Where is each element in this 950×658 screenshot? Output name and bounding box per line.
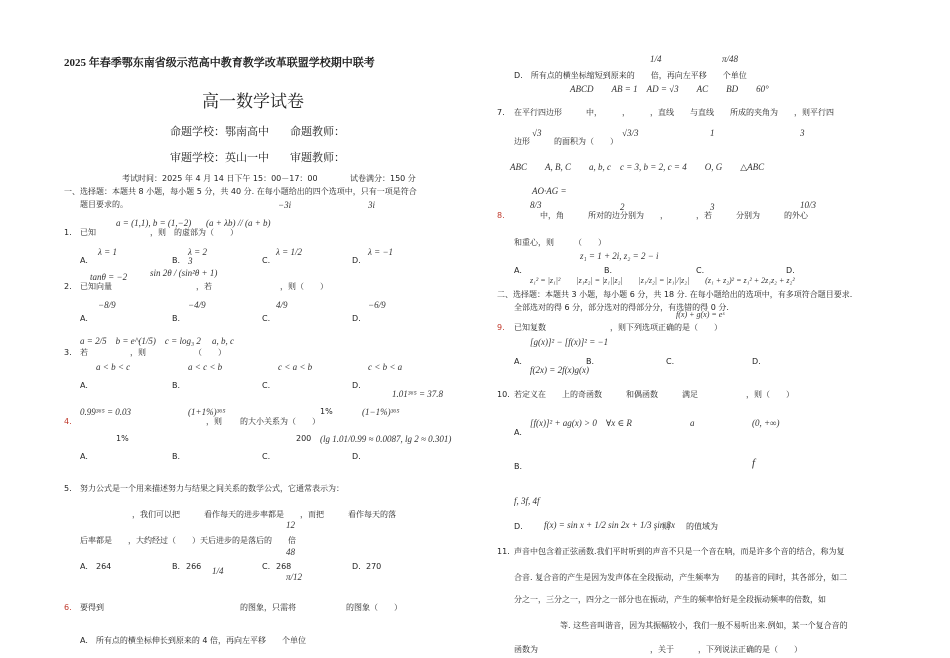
q11-line2: 合音. 复合音的产生是因为发声体在全段振动，产生频率为 的基音的同时，其各部分，如二 <box>514 573 848 582</box>
q3-opt-c: c < a < b <box>278 362 313 372</box>
q8-math-e: 10/3 <box>800 200 817 210</box>
q5-text: 努力公式是一个用来描述努力与结果之间关系的数学公式，它通常表示为： <box>80 484 344 493</box>
section1-heading: 一、选择题：本题共 8 小题，每小题 5 分，共 40 分. 在每小题给出的四个选项中，只有一项是符合 <box>64 187 417 196</box>
reviewer-teacher: 审题教师： <box>290 151 345 164</box>
exam-time: 考试时间：2025 年 4 月 14 日下午 15：00－17：00 <box>122 174 318 183</box>
q1-label-a: A. <box>80 256 88 265</box>
q10-label-b: B. <box>514 462 523 471</box>
q10-label-d: D. <box>514 522 523 531</box>
q1-tail2: 的虚部为（ ） <box>174 228 238 237</box>
q5-label-b: B. <box>172 562 181 571</box>
q6-text: 要得到 <box>80 603 104 612</box>
q3-text: 若 <box>80 348 88 357</box>
q5-opt-b: 266 <box>186 562 202 571</box>
q4-n200: 200 <box>296 434 312 443</box>
q8-label-b: B. <box>604 266 613 275</box>
q8-complex: z₁ = 1 + 2i, z₂ = 2 − i <box>580 251 659 261</box>
q2-math: tanθ = −2 <box>90 272 128 282</box>
q4-label-c: C. <box>262 452 271 461</box>
q10-option-d-tail: ，则 的值域为 <box>654 522 718 531</box>
q3-label-d: D. <box>352 381 361 390</box>
q7-math-c: 1 <box>710 128 715 138</box>
q9-text: 已知复数 ，则下列选项正确的是（ ） <box>514 323 722 332</box>
q1-math: a = (1,1), b = (1,−2) <box>116 218 192 228</box>
q9-option-math: f(2x) = 2f(x)g(x) <box>530 365 590 375</box>
q10-range: (0, +∞) <box>752 418 780 428</box>
q1-number: 1. <box>64 228 72 237</box>
q1-label-d: D. <box>352 256 361 265</box>
q4-number: 4. <box>64 417 72 426</box>
section2-heading-b: 全部选对的得 6 分，部分选对的得部分分，有选错的得 0 分. <box>514 303 729 312</box>
q5-label-d: D. <box>352 562 361 571</box>
q5-label-c: C. <box>262 562 271 571</box>
section1-heading-b: 题目要求的。 <box>80 200 128 209</box>
column-divider <box>486 40 487 650</box>
q4-pct2: 1% <box>116 434 129 443</box>
q3-opt-d: c < b < a <box>368 362 403 372</box>
q7-math-b: √3/3 <box>622 128 639 138</box>
q11-line3: 分之一，三分之一，四分之一部分也在振动，产生的频率恰好是全段振动频率的倍数，如 <box>514 595 826 604</box>
q2-label-c: C. <box>262 314 271 323</box>
q1-opt-c: λ = 1/2 <box>276 247 302 257</box>
q8-math-d: 3 <box>710 202 715 212</box>
q7-number: 7. <box>497 108 505 117</box>
q9-label-a: A. <box>514 357 522 366</box>
q10-label-a: A. <box>514 428 522 437</box>
q1-math2: (a + λb) // (a + b) <box>206 218 271 228</box>
q2-frac: sin 2θ / (sin²θ + 1) <box>150 268 218 278</box>
q3-tail: ，则 <box>130 348 146 357</box>
q10-option-a: [f(x)]² + ag(x) > 0 ∀x ∈ R <box>530 418 632 428</box>
q10-number: 10. <box>497 390 510 399</box>
q6-option-d: D. 所有点的横坐标缩短到原来的 倍，再向左平移 个单位 <box>514 71 747 80</box>
q10-text: 若定义在 上的奇函数 和偶函数 满足 ，则（ ） <box>514 390 794 399</box>
q3-opt-b: a < c < b <box>188 362 223 372</box>
q3-label-a: A. <box>80 381 88 390</box>
q8-label-a: A. <box>514 266 522 275</box>
q2-tail2: ，则（ ） <box>280 282 328 291</box>
q4-lg: (lg 1.01/0.99 ≈ 0.0087, lg 2 ≈ 0.301) <box>320 434 452 444</box>
q3-extra: 1.01³⁶⁵ = 37.8 <box>392 389 444 399</box>
q8-math-c: 2 <box>620 202 625 212</box>
q2-tail: ，若 <box>196 282 212 291</box>
d6-frac1: 1/4 <box>650 54 662 64</box>
q3-label-b: B. <box>172 381 181 390</box>
q2-text: 已知向量 <box>80 282 112 291</box>
q2-label-b: B. <box>172 314 181 323</box>
q3-math: a = 2/5 b = e^(1/5) c = log₃ 2 <box>80 336 201 346</box>
q11-line1: 声音中包含着正弦函数.我们平时听到的声音不只是一个音在响，而是许多个音的结合，称为复 <box>514 547 845 556</box>
q8-math-a: 8/3 <box>530 200 542 210</box>
q1-opt-d: λ = −1 <box>368 247 394 257</box>
q1-opt-b: λ = 2 <box>188 247 207 257</box>
d6-frac2: π/48 <box>722 54 739 64</box>
section2-heading: 二、选择题：本题共 3 小题，每小题 6 分，共 18 分. 在每小题给出的选项中，有多项符合题目要求. <box>497 290 853 299</box>
q2-opt-d: −6/9 <box>368 300 386 310</box>
q3-opt-a: a < b < c <box>96 362 131 372</box>
q2-opt-c: 4/9 <box>276 300 288 310</box>
q5-n48: 48 <box>286 547 295 557</box>
q9-label-d: D. <box>752 357 761 366</box>
q7-math-d: 3 <box>800 128 805 138</box>
q4-label-b: B. <box>172 452 181 461</box>
q2-label-a: A. <box>80 314 88 323</box>
q5-number: 5. <box>64 484 72 493</box>
subject-title: 高一数学试卷 <box>202 92 304 111</box>
q5-quarter: 1/4 <box>212 566 224 576</box>
exam-title: 2025 年春季鄂东南省级示范高中教育教学改革联盟学校期中联考 <box>64 57 375 69</box>
full-score: 试卷满分：150 分 <box>350 174 416 183</box>
q7-givens: ABCD AB = 1 AD = √3 AC BD 60° <box>570 84 769 94</box>
q1-math-a: −3i <box>278 200 292 210</box>
q4-label-a: A. <box>80 452 88 461</box>
q10-a: a <box>690 418 695 428</box>
q1-math-c: 3 <box>188 256 193 266</box>
q9-number: 9. <box>497 323 505 332</box>
q5-opt-c: 268 <box>276 562 292 571</box>
q10-f: f <box>752 457 756 469</box>
q9-math: [g(x)]² − [f(x)]² = −1 <box>530 337 609 347</box>
q11-line5: 函数为 ，关于 ，下列说法正确的是（ ） <box>514 645 802 654</box>
q6-mid: 的图象，只需将 <box>240 603 296 612</box>
q4-math-b: (1+1%)³⁶⁵ <box>188 407 226 417</box>
q3-number: 3. <box>64 348 72 357</box>
q1-text: 已知 <box>80 228 96 237</box>
q3-label-c: C. <box>262 381 271 390</box>
q5-line2: ，我们可以把 看作每天的进步率都是 ，而把 看作每天的落 <box>132 510 396 519</box>
q1-label-b: B. <box>172 256 181 265</box>
q2-label-d: D. <box>352 314 361 323</box>
q5-pi12: π/12 <box>286 572 303 582</box>
q8-line2: 和重心，则 （ ） <box>514 238 606 247</box>
q9-label-c: C. <box>666 357 675 366</box>
setter-school: 命题学校：鄂南高中 <box>170 125 269 138</box>
q7-text: 在平行四边形 中， ， ，直线 与直线 所成的夹角为 ，则平行四 <box>514 108 834 117</box>
reviewer-school: 审题学校：英山一中 <box>170 151 269 164</box>
q5-opt-a: 264 <box>96 562 112 571</box>
q4-label-d: D. <box>352 452 361 461</box>
q4-pct: 1% <box>320 407 333 416</box>
q5-label-a: A. <box>80 562 88 571</box>
q5-opt-d: 270 <box>366 562 382 571</box>
q10-fs: f, 3f, 4f <box>514 496 540 506</box>
q8-text: 中，角 所对的边分别为 ， ，若 分别为 的外心 <box>540 211 808 220</box>
q2-opt-b: −4/9 <box>188 300 206 310</box>
q2-opt-a: −8/9 <box>98 300 116 310</box>
q4-tail2: 的大小关系为（ ） <box>240 417 320 426</box>
q6-option-a: A. 所有点的横坐标伸长到原来的 4 倍，再向左平移 个单位 <box>80 636 307 645</box>
q7-line2: 边形 的面积为（ ） <box>514 137 618 146</box>
q5-frac: 12 <box>286 520 295 530</box>
q4-tail: ，则 <box>206 417 222 426</box>
q5-line3: 后率都是 ，大约经过（ ）天后进步的是落后的 倍 <box>80 536 296 545</box>
q1-tail: ，则 <box>150 228 166 237</box>
q8-givens: ABC A, B, C a, b, c c = 3, b = 2, c = 4 O, G △ABC <box>510 162 765 172</box>
q1-math-b: 3i <box>368 200 376 210</box>
q8-options-math: z₁² = |z₁|² |z₁z₂| = |z₁||z₂| |z₁/z₂| = |z₁|/|z₂| (z₁ + z₂)² = z₁² + 2z₁z₂ + z₂² <box>530 276 795 285</box>
q1-label-c: C. <box>262 256 271 265</box>
q9-label-b: B. <box>586 357 595 366</box>
q11-number: 11. <box>497 547 510 556</box>
q1-opt-a: λ = 1 <box>98 247 117 257</box>
q9-math2: f(x) + g(x) = eˣ <box>676 310 725 319</box>
q6-number: 6. <box>64 603 72 612</box>
q3-tail2: （ ） <box>194 348 226 357</box>
q8-dot: AO·AG = <box>532 186 567 196</box>
q4-math-a: 0.99³⁶⁵ = 0.03 <box>80 407 132 417</box>
q10-option-d: f(x) = sin x + 1/2 sin 2x + 1/3 sin 3x <box>544 520 675 530</box>
q6-tail: 的图象（ ） <box>346 603 402 612</box>
q4-math-c: (1−1%)³⁶⁵ <box>362 407 400 417</box>
q8-label-c: C. <box>696 266 705 275</box>
q8-label-d: D. <box>786 266 795 275</box>
q11-line4: 等. 这些音叫谐音，因为其振幅较小，我们一般不易听出来.例如，某一个复合音的 <box>560 621 848 630</box>
q8-number: 8. <box>497 211 505 220</box>
setter-teacher: 命题教师： <box>290 125 345 138</box>
q3-vars: a, b, c <box>212 336 234 346</box>
q2-number: 2. <box>64 282 72 291</box>
q7-math-a: √3 <box>532 128 542 138</box>
